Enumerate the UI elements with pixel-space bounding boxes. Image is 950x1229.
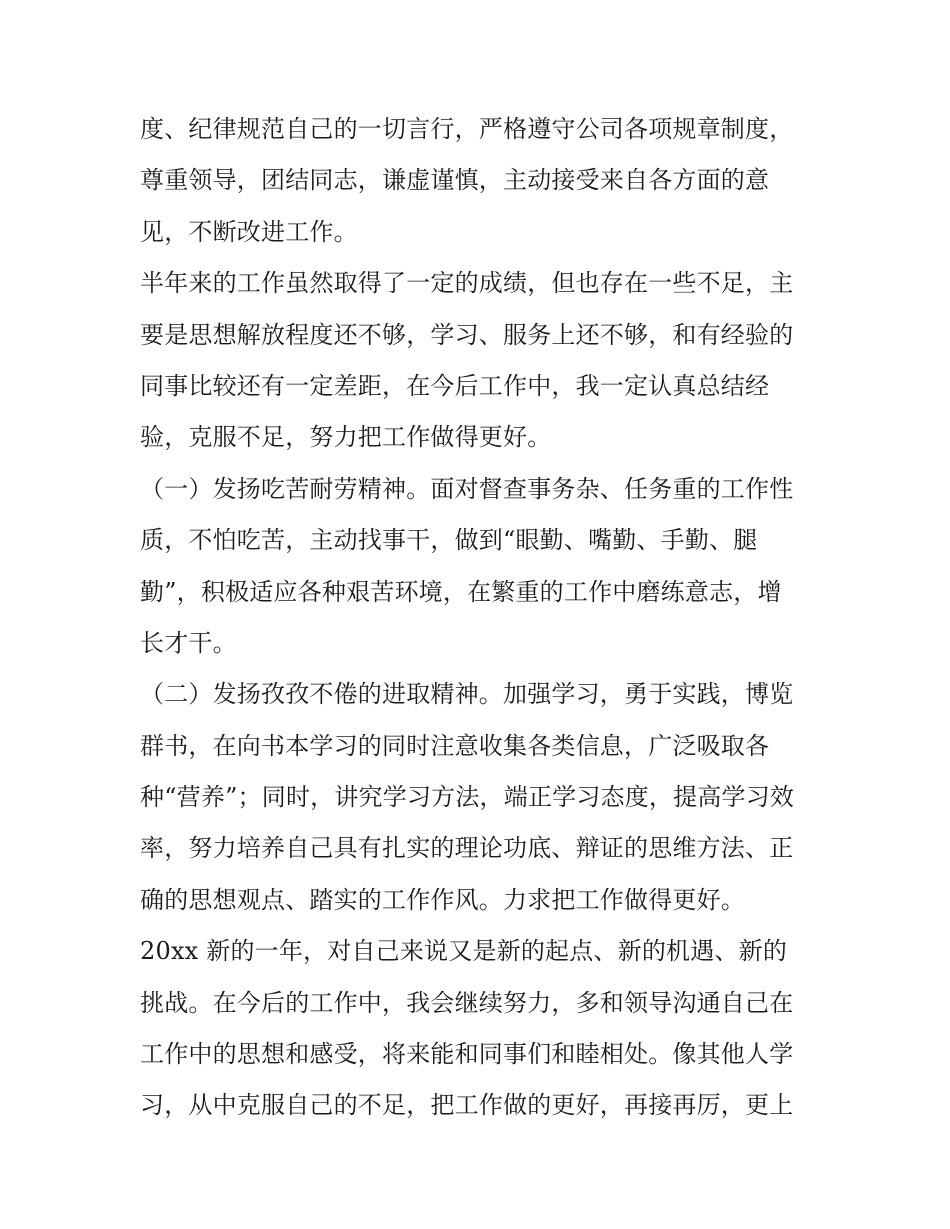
text-line: 勤”，积极适应各种艰苦环境，在繁重的工作中磨练意志，增 [140, 577, 782, 606]
text-line: 见，不断改进工作。 [140, 217, 358, 246]
text-line: 挑战。在今后的工作中，我会继续努力，多和领导沟通自己在 [140, 988, 794, 1017]
text-line: （一）发扬吃苦耐劳精神。面对督查事务杂、任务重的工作性 [140, 474, 794, 503]
text-line: 20xx 新的一年，对自己来说又是新的起点、新的机遇、新的 [140, 937, 788, 966]
text-line: 要是思想解放程度还不够，学习、服务上还不够，和有经验的 [140, 320, 794, 349]
text-line: 习，从中克服自己的不足，把工作做的更好，再接再厉，更上 [140, 1091, 794, 1120]
text-line: 长才干。 [140, 628, 237, 657]
text-line: （二）发扬孜孜不倦的进取精神。加强学习，勇于实践，博览 [140, 680, 794, 709]
text-line: 率，努力培养自己具有扎实的理论功底、辩证的思维方法、正 [140, 834, 794, 863]
text-line: 质，不怕吃苦，主动找事干，做到“眼勤、嘴勤、手勤、腿 [140, 526, 758, 555]
text-line: 确的思想观点、踏实的工作作风。力求把工作做得更好。 [140, 885, 745, 914]
text-line: 度、纪律规范自己的一切言行，严格遵守公司各项规章制度， [140, 115, 794, 143]
text-line: 种“营养”；同时，讲究学习方法，端正学习态度，提高学习效 [140, 783, 795, 812]
text-line: 半年来的工作虽然取得了一定的成绩，但也存在一些不足，主 [140, 269, 794, 298]
text-line: 尊重领导，团结同志，谦虚谨慎，主动接受来自各方面的意 [140, 166, 770, 195]
text-line: 同事比较还有一定差距，在今后工作中，我一定认真总结经 [140, 371, 770, 400]
text-line: 验，克服不足，努力把工作做得更好。 [140, 423, 552, 452]
document-body [140, 104, 820, 1132]
text-line: 群书，在向书本学习的同时注意收集各类信息，广泛吸取各 [140, 731, 770, 760]
text-line: 工作中的思想和感受，将来能和同事们和睦相处。像其他人学 [140, 1040, 794, 1069]
